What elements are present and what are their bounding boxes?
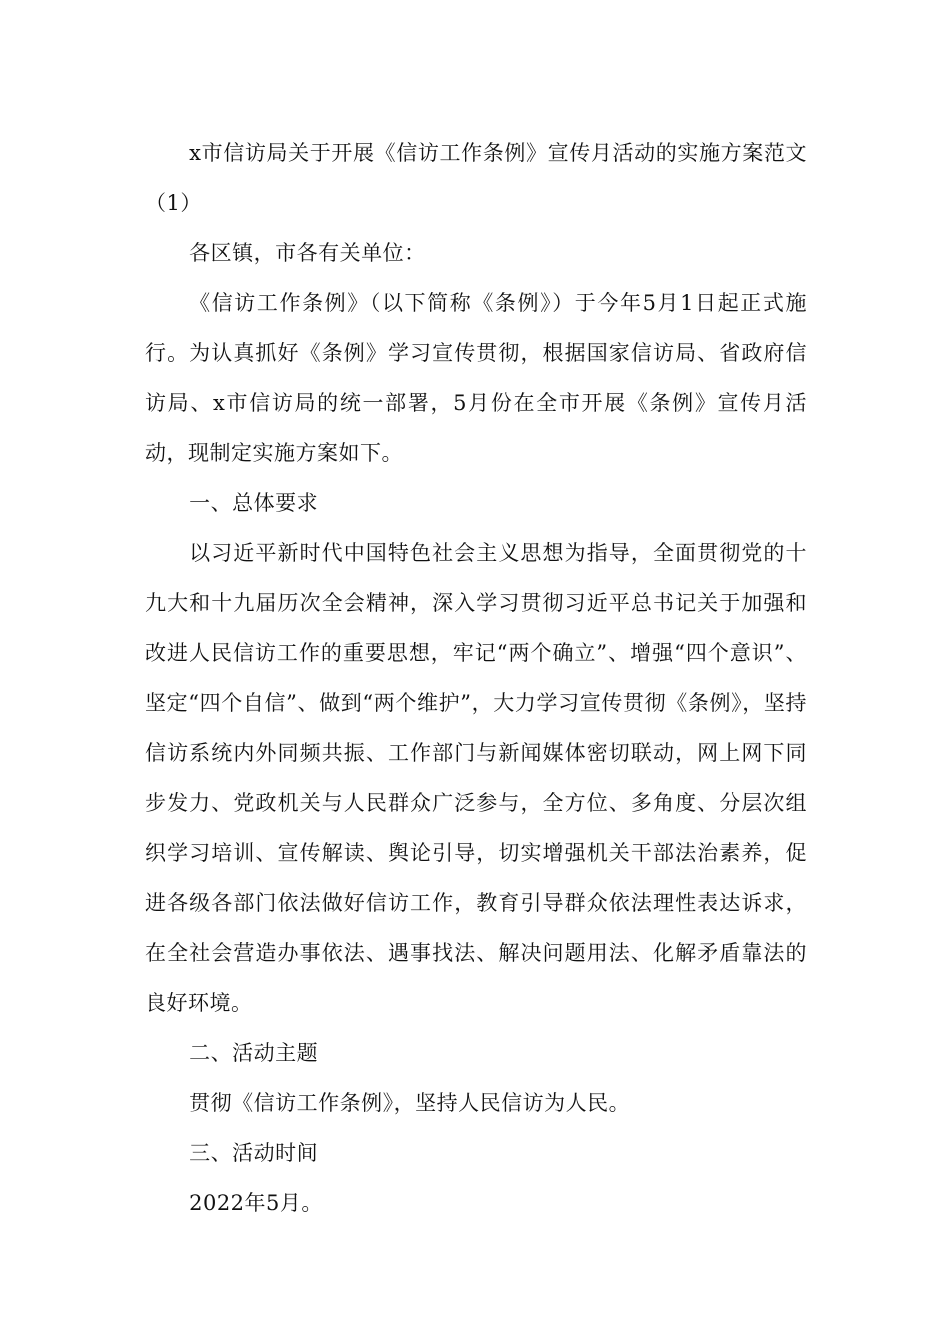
section-heading-2: 二、活动主题 xyxy=(189,1041,319,1065)
intro-paragraph: 《信访工作条例》（以下简称《条例》）于今年5月1日起正式施行。为认真抓好《条例》学习宣传贯彻，根据国家信访局、省政府信访局、x市信访局的统一部署，5月份在全市开展《条例》宣传月活动，现制定实施方案如下。 xyxy=(145,291,807,465)
section-heading-3: 三、活动时间 xyxy=(189,1141,319,1165)
section-body-1: 以习近平新时代中国特色社会主义思想为指导，全面贯彻党的十九大和十九届历次全会精神，深入学习贯彻习近平总书记关于加强和改进人民信访工作的重要思想，牢记“两个确立”、增强“四个意识”、坚定“四个自信”、做到“两个维护”，大力学习宣传贯彻《条例》，坚持信访系统内外同频共振、工作部门与新闻媒体密切联动，网上网下同步发力、党政机关与人民群众广泛参与，全方位、多角度、分层次组织学习培训、宣传解读、舆论引导，切实增强机关干部法治素养，促进各级各部门依法做好信访工作，教育引导群众依法理性表达诉求，在全社会营造办事依法、遇事找法、解决问题用法、化解矛盾靠法的良好环境。 xyxy=(145,541,807,1015)
section-body-2: 贯彻《信访工作条例》，坚持人民信访为人民。 xyxy=(189,1091,631,1115)
document-body xyxy=(145,128,807,1228)
document-title: x市信访局关于开展《信访工作条例》宣传月活动的实施方案范文（1） xyxy=(145,141,807,215)
section-heading-1: 一、总体要求 xyxy=(189,491,319,515)
salutation: 各区镇，市各有关单位： xyxy=(189,241,426,265)
section-body-3: 2022年5月。 xyxy=(189,1191,323,1215)
